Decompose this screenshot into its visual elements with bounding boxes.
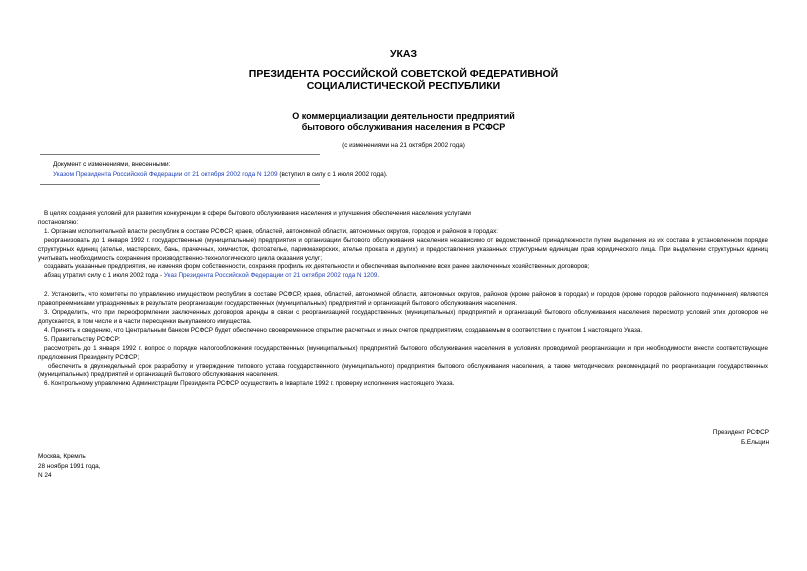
paragraph-1b: создавать указанные предприятия, не изменяя форм собственности, сохраняя профиль их деятельности и обеспечивая выполнение всех ранее заключенных хозяйственных договоров; (44, 263, 590, 271)
place-date-block (38, 452, 100, 481)
paragraph-1c-suffix: . (377, 272, 380, 280)
changes-bottom-rule (40, 184, 320, 185)
subject-heading-line1: О коммерциализации деятельности предприятий (292, 111, 515, 121)
paragraph-2: 2. Установить, что комитеты по управлению имуществом республик в составе РСФСР, краев, областей, автономной области, автономных округов, районов (кроме районов в городах) и городов (кроме городов районного подчинения) являются правопреемниками упраздняемых в результате реорганизации государственных (муниципальных) предприятий и организаций бытового обслуживания населения. (38, 291, 768, 308)
decree-number: N 24 (38, 472, 52, 479)
repeal-link[interactable]: Указ Президента Российской Федерации от 21 октября 2002 года N 1209 (163, 272, 378, 280)
paragraph-6: 6. Контрольному управлению Администрации Президента РСФСР осуществить в Iквартале 1992 г. проверку исполнения настоящего Указа. (44, 380, 455, 388)
paragraph-5: 5. Правительству РСФСР: (44, 335, 121, 343)
paragraph-4: 4. Принять к сведению, что Центральным банком РСФСР будет обеспечено своевременное открытие расчетных и иных счетов предприятиям, создаваемым в соответствии с пунктом 1 настоящего Указа. (44, 326, 643, 334)
doc-type-heading: УКАЗ (389, 48, 418, 60)
paragraph-5b: обеспечить в двухнедельный срок разработку и утверждение типового устава государственного (муниципального) предприятия бытового обслуживания населения, а также методических рекомендаций по реорганизации государственных (муниципальных) предприятий и организаций бытового обслуживания населения. (38, 362, 768, 379)
paragraph-5a: рассмотреть до 1 января 1992 г. вопрос о порядке налогообложения государственных (муниципальных) предприятий бытового обслуживания населения в условиях проводимой реорганизации и при необходимости внести соответствующие предложения Президенту РСФСР; (38, 344, 768, 361)
subject-heading-line2: бытового обслуживания населения в РСФСР (301, 122, 506, 132)
changes-top-rule (40, 154, 320, 155)
changes-intro: Документ с изменениями, внесенными: (53, 161, 171, 168)
place-date: 28 ноября 1991 года, (38, 462, 101, 470)
signature-name: Б.Ельцин (740, 438, 769, 446)
preamble-line2: постановляю: (38, 218, 79, 226)
signature-title: Президент РСФСР (712, 429, 769, 436)
revision-note: (с изменениями на 21 октября 2002 года) (342, 142, 465, 149)
preamble-line1: В целях создания условий для развития конкуренции в сфере бытового обслуживания населения и улучшения обеспечения населения услугами (44, 210, 471, 217)
paragraph-1a: реорганизовать до 1 января 1992 г. государственные (муниципальные) предприятия и организации бытового обслуживания населения независимо от ведомственной принадлежности путем выделения из их состава в установленном порядке структурных единиц (ателье, мастерских, бань, прачечных, химчисток, фотоателье, парикмахерских, ателье проката и других) и предоставления указанных структурным единицам прав юридического лица. При выделении структурных единиц учитывать необходимость сохранения производственно-технологического цикла оказания услуг; (38, 236, 768, 262)
place-city: Москва, Кремль (38, 453, 86, 460)
changes-line (53, 170, 388, 179)
paragraph-gap (38, 281, 768, 291)
paragraph-1: 1. Органам исполнительной власти республик в составе РСФСР, краев, областей, автономной области, автономных округов, городов и районов в городах: (44, 227, 498, 235)
signature-block (713, 428, 769, 447)
decree-body (38, 210, 768, 389)
paragraph-1c (38, 272, 768, 281)
amendment-suffix: (вступил в силу с 1 июля 2002 года). (277, 171, 388, 178)
amendment-link[interactable]: Указом Президента Российской Федерации от 21 октября 2002 года N 1209 (53, 171, 278, 178)
issuer-heading-line2: СОЦИАЛИСТИЧЕСКОЙ РЕСПУБЛИКИ (306, 80, 501, 92)
issuer-heading-line1: ПРЕЗИДЕНТА РОССИЙСКОЙ СОВЕТСКОЙ ФЕДЕРАТИВНОЙ (248, 68, 559, 80)
paragraph-3: 3. Определить, что при переоформлении заключенных договоров аренды в связи с реорганизацией государственных (муниципальных) предприятий и организаций бытового обслуживания населения пересмотр условий этих договоров не допускается, в том числе и в части пересценки выкупаемого имущества. (38, 309, 768, 325)
paragraph-1c-prefix: абзац утратил силу с 1 июля 2002 года - (44, 272, 164, 280)
